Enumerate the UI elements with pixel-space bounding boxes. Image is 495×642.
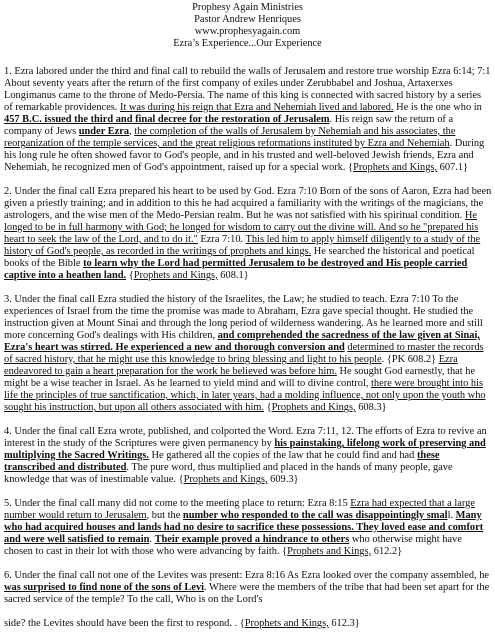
website-link[interactable]: www.prophesyagain.com <box>194 26 301 37</box>
text: 608.3} <box>355 402 387 413</box>
underlined-text: there were brought into his life the principles of true sanctification, which, in later years, had a molding influence, not only upon the youth who sought his instruction, but upon all others associated with him. <box>4 378 486 413</box>
reference-link[interactable]: Prophets and Kings, <box>287 546 372 557</box>
bold-underlined-text: to learn why the Lord had permitted Jerusalem to be destroyed and His people carried captive into a heathen land. <box>4 258 468 281</box>
bold-underlined-text: Many who had acquired houses and lands had no desire to sacrifice these possessions. They loved ease and comfort and were well satisfied to remain <box>4 510 484 545</box>
paragraph-4 <box>4 426 492 486</box>
reference-link[interactable]: Prophets and Kings, <box>271 402 356 413</box>
paragraph-2 <box>4 186 492 282</box>
text: He is the one who in <box>393 102 482 113</box>
text: . {PK 608.2} <box>381 354 439 365</box>
text: 5. Under the final call many did not come to the meeting place to return: Ezra 8:15 <box>4 498 351 509</box>
paragraph-6 <box>4 570 492 606</box>
reference-link[interactable]: Prophets and Kings, <box>133 270 218 281</box>
document-body <box>4 66 492 642</box>
text: . Where were the members of the tribe that had been set apart for the sacred service of the temple? To the call, Who is on the Lord's <box>4 582 490 605</box>
underlined-text: It was during his reign that Ezra and Nehemiah lived and labored. <box>119 102 394 113</box>
underlined-text: This led him to apply himself diligently to a study of the history of God's people, as recorded in the writings of prophets and kings. <box>4 234 481 257</box>
text: 612.3} <box>328 618 360 629</box>
text: Ezra 7:10. <box>197 234 246 245</box>
bold-underlined-text: 457 B.C. issued the third and final decree for the restoration of Jerusalem <box>4 114 330 125</box>
bold-underlined-text: his painstaking, lifelong work of preserving and multiplying the Sacred Writings. <box>4 438 486 461</box>
text: . <box>149 534 155 545</box>
document-header <box>0 2 495 50</box>
text: 608.1} <box>217 270 249 281</box>
reference-link[interactable]: Prophets and Kings, <box>353 162 438 173</box>
text: 607.1} <box>437 162 469 173</box>
text: l. <box>447 510 456 521</box>
bold-underlined-text: was surprised to find none of the sons of Levi <box>4 582 205 593</box>
text: 4. Under the final call Ezra wrote, published, and colported the Word. Ezra 7:11, 12. The efforts of Ezra to revive an interest in the study of the Scriptures were given permanency by <box>4 426 487 449</box>
underlined-text: He longed to be in full harmony with God; he longed for wisdom to carry out the divine will. And so he "prepared his heart to seek the law of the Lord, and to do it." <box>4 210 479 245</box>
text: , <box>129 126 135 137</box>
underlined-text: determined to master the records of sacred history, that he might use this knowledge to bring blessing and light to his people <box>4 342 484 365</box>
pastor-name: Pastor Andrew Henriques <box>194 14 301 25</box>
text: . The pure word, thus multiplied and placed in the hands of many people, gave knowledge that was of inestimable value. { <box>4 462 453 485</box>
text: { <box>126 270 134 281</box>
text: . During his long rule he often showed favor to God's people, and in his trusted and well-beloved Jewish friends, Ezra and Nehemiah, he recognized men of God's appointment, raised up for a special work. { <box>4 138 485 173</box>
paragraph-3 <box>4 294 492 414</box>
paragraph-6-continued <box>4 618 492 630</box>
reference-link[interactable]: Prophets and Kings, <box>244 618 329 629</box>
text: 612.2} <box>371 546 403 557</box>
document-title: Ezra’s Experience...Our Experience <box>173 38 322 49</box>
text: 2. Under the final call Ezra prepared his heart to be used by God. Ezra 7:10 Born of the sons of Aaron, Ezra had been given a priestly training; and in addition to this he had acquired a familiarity with the writings of the magicians, the astrologers, and the wise men of the Medo-Persian realm. But he was not satisfied with his spiritual condition. <box>4 186 492 221</box>
bold-underlined-text: number who responded to the call was disappointingly smal <box>182 510 448 521</box>
text: . His reign saw the return of a company of Jews <box>4 114 454 137</box>
bold-underlined-text: under Ezra <box>78 126 130 137</box>
text: side? the Levites should have been the first to respond. . { <box>4 618 245 629</box>
paragraph-1 <box>4 66 492 174</box>
text: 609.3} <box>267 474 299 485</box>
bold-underlined-text: these transcribed and distributed <box>4 450 440 473</box>
text: He sought God earnestly, that he might be a wise teacher in Israel. As he learned to yield mind and will to divine control, <box>4 366 476 389</box>
ministry-name: Prophesy Again Ministries <box>192 2 303 13</box>
bold-underlined-text: and comprehended the sacredness of the law given at Sinai, Ezra's heart was stirred. He experienced a new and thorough conversion and <box>4 330 480 353</box>
text: 3. Under the final call Ezra studied the history of the Israelites, the Law; he studied to teach. Ezra 7:10 To the experiences of Israel from the time the promise was made to Abraham, Ezra gave special thought. He studied the instruction given at Mount Sinai and through the long period of wilderness wandering. As he learned more and still more concerning God's dealings with His children, <box>4 294 483 341</box>
text: who otherwise might have chosen to cast in their lot with those who were advancing by faith. { <box>4 534 462 557</box>
paragraph-5 <box>4 498 492 558</box>
text: He gathered all the copies of the law that he could find and had <box>148 450 417 461</box>
bold-underlined-text: Their example proved a hindrance to others <box>154 534 350 545</box>
underlined-text: Ezra endeavored to gain a heart preparation for the work he believed was before him. <box>4 354 458 377</box>
text: , but the <box>146 510 183 521</box>
underlined-text: the completion of the walls of Jerusalem by Nehemiah and his associates, the reorganization of the temple services, and the great religious reformations instituted by Ezra and Nehemiah <box>4 126 456 149</box>
text: 1. Ezra labored under the third and final call to rebuild the walls of Jerusalem and restore true worship Ezra 6:14; 7:1 About seventy years after the return of the first company of exiles under Zerubbabel and Joshua, Artaxerxes Longimanus came to the throne of Medo-Persia. The name of this king is connected with sacred history by a series of remarkable providences. <box>4 66 491 113</box>
reference-link[interactable]: Prophets and Kings, <box>183 474 268 485</box>
underlined-text: Ezra had expected that a large number would return to Jerusalem <box>4 498 475 521</box>
text: { <box>264 402 272 413</box>
text: He searched the historical and poetical books of the Bible <box>4 246 475 269</box>
text: 6. Under the final call not one of the Levites was present: Ezra 8:16 As Ezra looked over the company assembled, he <box>4 570 490 581</box>
